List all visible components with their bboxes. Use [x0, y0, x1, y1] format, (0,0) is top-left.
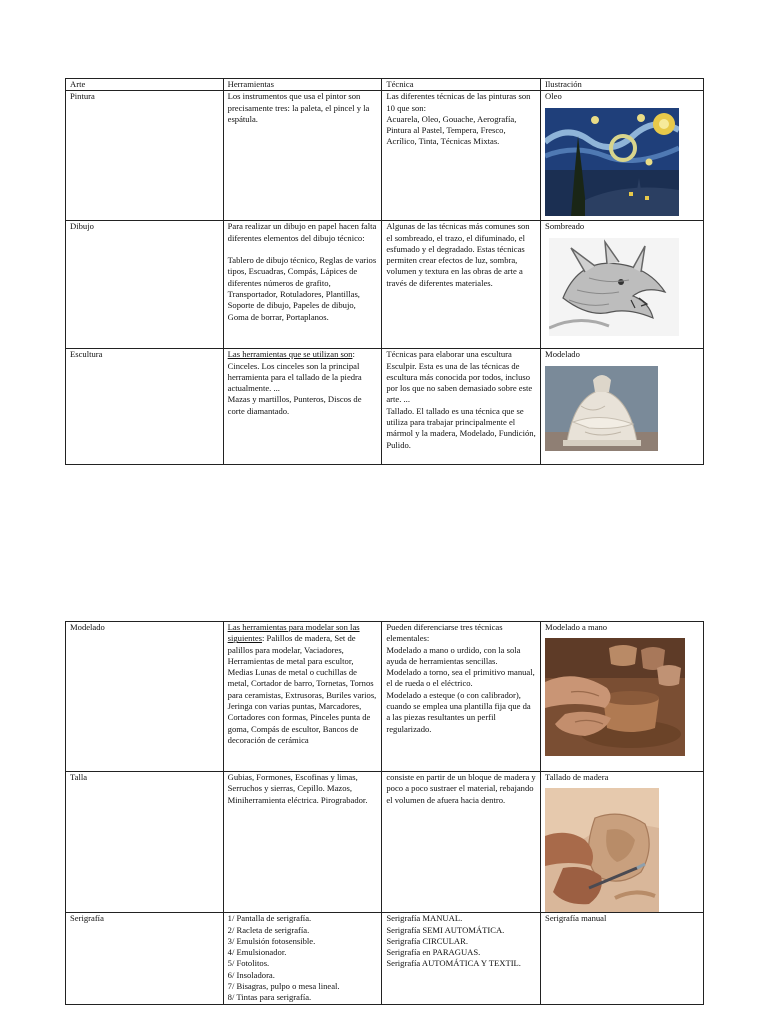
- arte-cell: Talla: [66, 772, 224, 913]
- header-ilustracion: Ilustración: [541, 79, 704, 91]
- ilustracion-caption: Modelado: [545, 349, 580, 360]
- herramientas-cell: 1/ Pantalla de serigrafía. 2/ Racleta de serigrafía. 3/ Emulsión fotosensible. 4/ Emulsionador. 5/ Fotolitos. 6/ Insoladora. 7/ Bisagras, pulpo o mesa lineal. 8/ Tintas para serigrafía.: [223, 913, 382, 1005]
- pieta-sculpture-image: [545, 366, 699, 451]
- tecnica-cell: Las diferentes técnicas de las pinturas son 10 que son: Acuarela, Oleo, Gouache, Aerografía, Pintura al Pastel, Tempera, Fresco, Acrílico, Tinta, Técnicas Mixtas.: [382, 91, 541, 221]
- herramientas-link[interactable]: Las herramientas para modelar son las siguientes: [227, 622, 360, 644]
- ilustracion-caption: Sombreado: [545, 221, 585, 232]
- dragon-sketch-image: [549, 238, 699, 336]
- ilustracion-cell: [541, 622, 704, 772]
- ilustracion-cell: [541, 91, 704, 221]
- ilustracion-caption: Oleo: [545, 91, 562, 102]
- wood-carving-image: [545, 788, 699, 912]
- table-row: [66, 349, 704, 465]
- ilustracion-caption: Serigrafía manual: [545, 913, 607, 924]
- ilustracion-caption: Tallado de madera: [545, 772, 609, 782]
- arte-cell: Dibujo: [66, 221, 224, 349]
- herramientas-text: : Palillos de madera, Set de palillos para modelar, Vaciadores, Herramientas de metal para escultor, Medias Lunas de metal o cuchillas de metal, Cortador de barro, Tornetas, Tornos para ceramistas, Extrusoras, Buriles varios, Jeringa con varias puntas, Marcadores, Cortadores con formas, Pinceles punta de goma, Compás de escultor, Bancos de decoración de cerámica: [227, 633, 377, 745]
- arte-cell: Modelado: [66, 622, 224, 772]
- header-tecnica: Técnica: [382, 79, 541, 91]
- arte-cell: Escultura: [66, 349, 224, 465]
- starry-night-image: [545, 108, 699, 216]
- tecnica-cell: Algunas de las técnicas más comunes son el sombreado, el trazo, el difuminado, el esfumado y el degradado. Estas técnicas permiten crear efectos de luz, sombra, volumen y textura en las obras de arte a través de diferentes materiales.: [382, 221, 541, 349]
- table-row: [66, 91, 704, 221]
- header-herramientas: Herramientas: [223, 79, 382, 91]
- art-techniques-table-1: [65, 78, 704, 465]
- ilustracion-caption: Modelado a mano: [545, 622, 608, 632]
- table-row: [66, 772, 704, 913]
- herramientas-cell: Gubias, Formones, Escofinas y limas, Serruchos y sierras, Cepillo. Mazos, Miniherramienta eléctrica. Pirograbador.: [223, 772, 382, 913]
- herramientas-text: : Cinceles. Los cinceles son la principal herramienta para el tallado de la piedra actualmente. ... Mazas y martillos, Punteros, Discos de corte diamantado.: [227, 349, 362, 416]
- herramientas-cell: Para realizar un dibujo en papel hacen falta diferentes elementos del dibujo técnico: Tablero de dibujo técnico, Reglas de varios tipos, Escuadras, Compás, Lápices de diferentes números de grafito, Transportador, Rotuladores, Plantillas, Soporte de dibujo, Papeles de dibujo, Goma de borrar, Portaplanos.: [223, 221, 382, 349]
- header-arte: Arte: [66, 79, 224, 91]
- ilustracion-cell: [541, 349, 704, 465]
- tecnica-cell: Serigrafía MANUAL. Serigrafía SEMI AUTOMÁTICA. Serigrafía CIRCULAR. Serigrafía en PARAGUAS. Serigrafía AUTOMÁTICA Y TEXTIL.: [382, 913, 541, 1005]
- table-header-row: [66, 79, 704, 91]
- ilustracion-cell: [541, 772, 704, 913]
- table-row: [66, 913, 704, 1005]
- arte-cell: Pintura: [66, 91, 224, 221]
- herramientas-cell: [223, 349, 382, 465]
- tecnica-cell: Técnicas para elaborar una escultura Esculpir. Esta es una de las técnicas de escultura más conocida por todos, incluso por los que no saben demasiado sobre este arte. ... Tallado. El tallado es una técnica que se utiliza para trabajar principalmente el mármol y la madera, Modelado, Fundición, Pulido.: [382, 349, 541, 465]
- tecnica-cell: Pueden diferenciarse tres técnicas elementales: Modelado a mano o urdido, con la sola ayuda de herramientas sencillas. Modelado a torno, sea el primitivo manual, el de rueda o el eléctrico. Modelado a esteque (o con calibrador), cuando se emplea una plantilla fija que da a las piezas resultantes un perfil regularizado.: [382, 622, 541, 772]
- pottery-image: [545, 638, 699, 756]
- ilustracion-cell: [541, 913, 704, 1005]
- tecnica-cell: consiste en partir de un bloque de madera y poco a poco sustraer el material, rebajando el volumen de afuera hacia dentro.: [382, 772, 541, 913]
- art-techniques-table-2: [65, 621, 704, 1005]
- herramientas-link[interactable]: Las herramientas que se utilizan son: [227, 349, 353, 360]
- arte-cell: Serigrafía: [66, 913, 224, 1005]
- herramientas-cell: Los instrumentos que usa el pintor son precisamente tres: la paleta, el pincel y la espátula.: [223, 91, 382, 221]
- table-row: [66, 221, 704, 349]
- ilustracion-cell: [541, 221, 704, 349]
- table-row: [66, 622, 704, 772]
- herramientas-cell: [223, 622, 382, 772]
